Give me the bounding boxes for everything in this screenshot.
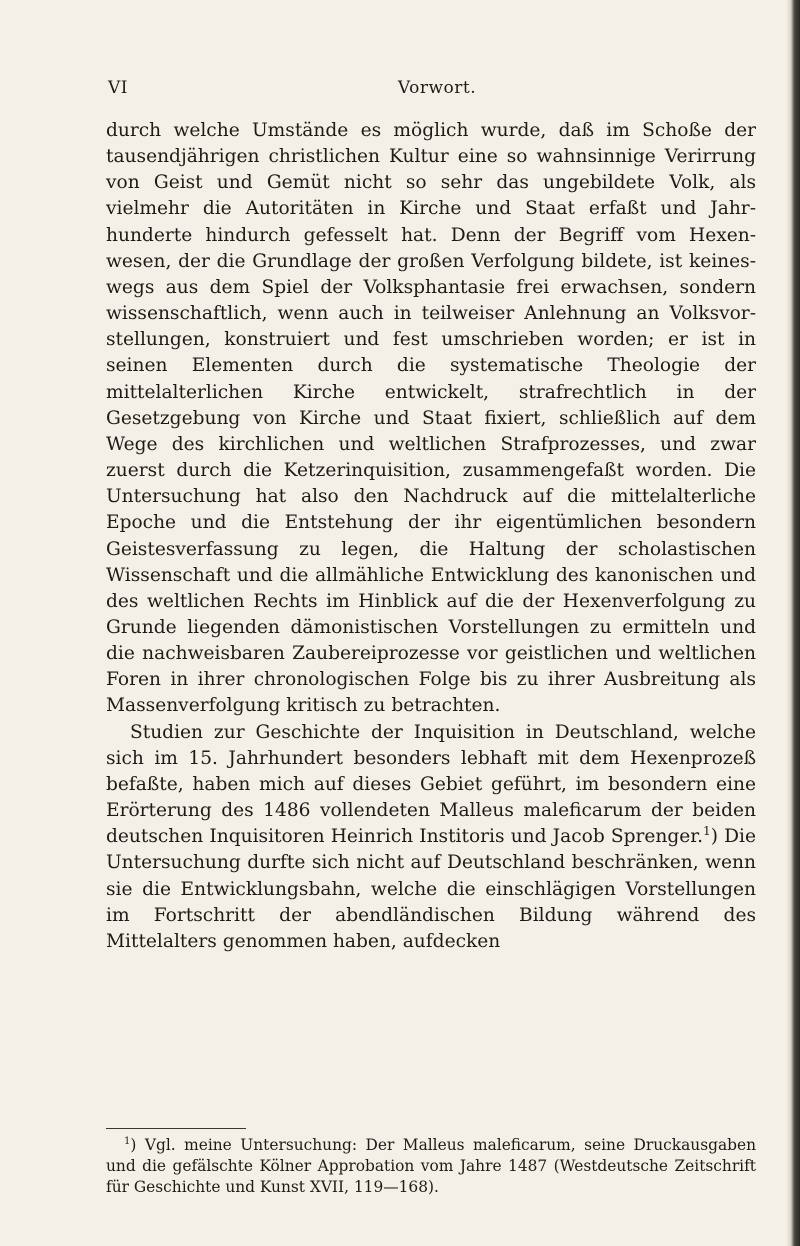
footnote-marker: 1 [124,1135,131,1147]
body-text [106,118,756,955]
paragraph: durch welche Umstände es möglich wurde, daß im Schoße der tausendjährigen christlichen Kultur eine so wahnsinnige Verirrung von Geist und Gemüt nicht so sehr das ungebildete Volk, als vielmehr die Autoritäten in Kirche und Staat erfaßt und Jahrhunderte hindurch gefesselt hat. Denn der Begriff vom Hexenwesen, der die Grundlage der großen Verfolgung bildete, ist keineswegs aus dem Spiel der Volksphantasie frei erwachsen, sondern wissenschaftlich, wenn auch in teilweiser Anlehnung an Volksvorstellungen, konstruiert und fest umschrieben worden; er ist in seinen Elementen durch die systematische Theologie der mittelalterlichen Kirche entwickelt, strafrechtlich in der Gesetzgebung von Kirche und Staat fixiert, schließlich auf dem Wege des kirchlichen und weltlichen Strafprozesses, und zwar zuerst durch die Ketzerinquisition, zusammengefaßt worden. Die Untersuchung hat also den Nachdruck auf die mittelalterliche Epoche und die Entstehung der ihr eigentümlichen besondern Geistesverfassung zu legen, die Haltung der scholastischen Wissenschaft und die allmähliche Entwicklung des kanonischen und des weltlichen Rechts im Hinblick auf die der Hexenverfolgung zu Grunde liegenden dämonistischen Vorstellungen zu ermitteln und die nachweisbaren Zaubereiprozesse vor geistlichen und weltlichen Foren in ihrer chronologischen Folge bis zu ihrer Ausbreitung als Massenverfolgung kritisch zu betrachten. [106,120,756,717]
footnotes [106,1128,756,1198]
paragraph-text: ) Die Untersuchung durfte sich nicht auf Deutschland beschränken, wenn sie die Entwicklungsbahn, welche die einschlägigen Vorstellungen im Fortschritt der abendländischen Bildung während des Mittelalters genommen haben, aufdecken [106,826,756,952]
footnote-rule [106,1128,246,1129]
footnote-text: ) Vgl. meine Untersuchung: Der Malleus maleficarum, seine Druckausgaben und die gefälschte Kölner Approbation vom Jahre 1487 (Westdeutsche Zeitschrift für Geschichte und Kunst XVII, 119—168). [106,1136,756,1196]
paragraph-text: Studien zur Geschichte der Inquisition in Deutschland, welche sich im 15. Jahrhundert besonders lebhaft mit dem Hexenprozeß befaßte, haben mich auf dieses Gebiet geführt, im besondern eine Erörterung des 1486 vollendeten Malleus maleficarum der beiden deutschen Inquisitoren Heinrich Institoris und Jacob Sprenger. [106,721,756,848]
paragraph [106,720,756,955]
page-edge-shadow [786,0,800,1246]
footnote-reference: 1 [703,824,711,839]
page-number: VI [108,78,128,98]
footnote [106,1135,756,1198]
running-head: Vorwort. [397,78,477,98]
page-header [108,78,766,102]
